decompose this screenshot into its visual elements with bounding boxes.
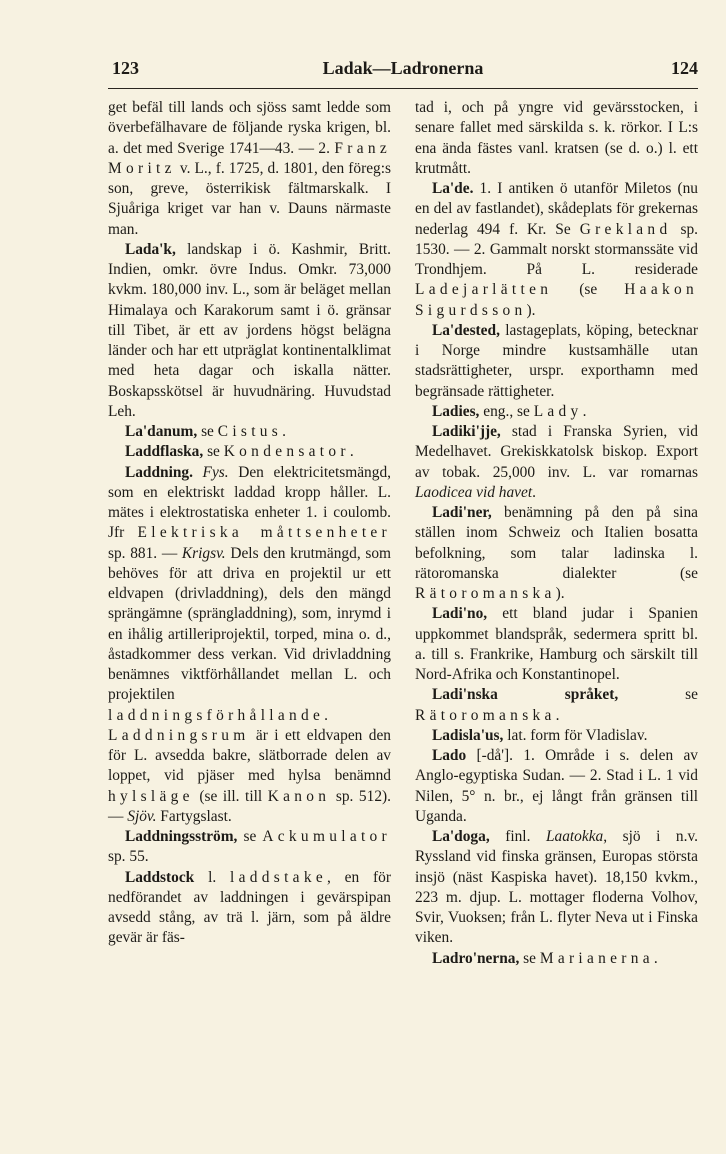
entry-ladak xyxy=(108,240,391,422)
entry-text: är i ett eldvapen den för L. avsedda bakre, slätborrade delen av loppet, vid pjäser med hylsa benämnd xyxy=(108,726,391,785)
spaced-term: laddningsförhållande xyxy=(108,706,325,724)
spaced-reference: Rätoromanska xyxy=(415,706,556,724)
spaced-reference: Elektriska måttsenheter xyxy=(137,524,391,542)
entry-text: Fartygslast. xyxy=(156,807,232,825)
entry-text: . xyxy=(653,949,658,967)
spaced-reference: Haakon Sigurdsson xyxy=(415,281,698,319)
entry-text: . xyxy=(532,483,536,501)
entry-text: se xyxy=(203,443,224,461)
entry-laddningsstrom xyxy=(108,827,391,868)
headword: Laddningsström, xyxy=(124,828,238,845)
entry-text: . xyxy=(555,706,560,724)
italic-label: Laodicea vid havet xyxy=(415,483,533,501)
italic-label: Fys. xyxy=(192,463,229,481)
headword: Ladiki'jje, xyxy=(431,423,501,440)
entry-text: sp. 55. xyxy=(108,848,149,866)
entry-laddflaska xyxy=(108,442,391,462)
entry-ladiner xyxy=(415,503,698,604)
entry-text: . xyxy=(349,443,354,461)
page-number-left: 123 xyxy=(112,58,139,78)
entry-ladies xyxy=(415,402,698,422)
headword: Lada'k, xyxy=(124,240,176,258)
spaced-reference: Rätoromanska xyxy=(415,585,556,602)
spaced-reference: Kondensator xyxy=(223,443,350,461)
entry-text: v. L., f. 1725, d. 1801, den föreg:s son, greve, österrikisk fältmarskalk. I Sjuåriga kriget var han v. Dauns närmaste man. xyxy=(108,159,391,238)
entry-lade xyxy=(415,179,698,321)
spaced-reference: Franz Moritz xyxy=(108,139,391,177)
spaced-reference: Marianerna xyxy=(539,949,654,967)
entry-text: . xyxy=(282,423,286,440)
headword: Ladro'nerna, xyxy=(431,949,520,967)
headword: Ladi'ner, xyxy=(431,504,492,521)
entry-text: tad i, och på yngre vid gevärsstocken, i senare fallet med särskilda s. k. rörkor. I L:s ena ända fästes vanl. kratsen (se d. o.) l. ett krutmått. xyxy=(415,99,698,177)
entry-continuation xyxy=(108,98,391,240)
entry-ladested xyxy=(415,321,698,402)
spaced-term: Ladejarlätten xyxy=(415,281,553,299)
entry-text: stad i Franska Syrien, vid Medelhavet. Grekiskkatolsk biskop. Export av tobak. 25,000 inv. L. var romarnas xyxy=(415,423,698,481)
headword: Laddflaska, xyxy=(124,443,204,461)
headword: Ladi'nska språket, xyxy=(431,686,619,704)
entry-text: . xyxy=(582,402,587,420)
entry-text: (se xyxy=(552,281,625,299)
entry-text: , sjö i n.v. Ryssland vid finska gränsen, Europas största insjö (näst Kaspiska havet). 18,150 kvkm., 223 m. djup. L. mottager floderna Volhov, Svir, Vuoksen; från L. flyter Neva ut i Finska viken. xyxy=(415,828,698,947)
entry-laddning xyxy=(108,463,391,828)
entry-text: se xyxy=(618,686,698,704)
italic-label: Laatokka xyxy=(545,828,604,845)
spaced-reference: Lady xyxy=(533,402,583,420)
entry-ladino xyxy=(415,604,698,685)
spaced-term: laddstake xyxy=(230,868,327,886)
entry-continuation xyxy=(415,98,698,179)
entry-text: se xyxy=(197,423,218,440)
entry-text: . xyxy=(324,706,329,724)
entry-text: lat. form för Vladislav. xyxy=(503,726,648,744)
entry-text: 1. I antiken ö utanför Miletos (nu en del av fastlandet), skådeplats för grekernas nederlag 494 f. Kr. Se xyxy=(415,180,698,238)
headword: La'doga, xyxy=(431,828,490,845)
entry-text: , en för nedförandet av laddningen i gevärspipan avsedd stång, av trä l. järn, som på äldre gevär är fäs- xyxy=(108,868,391,947)
entry-text: ). xyxy=(526,301,536,319)
page-header xyxy=(108,58,698,84)
entry-text: se xyxy=(237,828,263,845)
entry-text: benämning på den på sina ställen inom Schweiz och Italien bosatta befolkning, som talar ladinska l. rätoromanska dialekter (se xyxy=(415,504,698,582)
entry-text: sp. 881. — xyxy=(108,544,182,562)
spaced-term: hylsläge xyxy=(108,787,194,805)
entry-text: [-då']. 1. Område i s. delen av Anglo-egyptiska Sudan. — 2. Stad i L. 1 vid Nilen, 5° n. br., ej långt från gränsen till Uganda. xyxy=(415,747,698,825)
page-number-right: 124 xyxy=(671,58,698,78)
entry-text: l. xyxy=(194,868,231,886)
running-title: Ladak—Ladronerna xyxy=(322,58,484,78)
entry-text: landskap i ö. Kashmir, Britt. Indien, omkr. övre Indus. Omkr. 73,000 kvkm. 180,000 inv. L., som är beläget mellan Himalaya och Karakorum samt i ö. gränsar till Tibet, är ett av jordens högst belägna länder och har ett utpräglat kontinentalklimat med heta dagar och iskalla nätter. Boskapsskötsel är huvudnäring. Huvudstad Leh. xyxy=(108,240,391,420)
spaced-reference: Grekland xyxy=(579,220,672,238)
entry-laddstock xyxy=(108,868,391,949)
entry-text: Den elektricitetsmängd, som en elektriskt laddad kropp håller. L. mätes i elektrostatiska enheter 1. i coulomb. Jfr xyxy=(108,463,391,542)
header-rule xyxy=(108,88,698,89)
left-column xyxy=(108,98,391,949)
entry-text: sp. 1530. — 2. Gammalt norskt stormanssäte vid Trondhjem. På L. residerade xyxy=(415,220,698,278)
entry-lado xyxy=(415,746,698,827)
entry-text: lastageplats, köping, betecknar i Norge mindre kustsamhälle utan stadsrättigheter, urspr. exporthamn med begränsade rättigheter. xyxy=(415,321,698,400)
headword: La'de. xyxy=(431,180,474,197)
entry-text: ). xyxy=(555,585,565,602)
entry-ladikijje xyxy=(415,422,698,503)
headword: Ladi'no, xyxy=(431,605,488,623)
right-column xyxy=(415,98,698,969)
entry-ladislaus xyxy=(415,726,698,746)
entry-text: ett bland judar i Spanien uppkommet blandspråk, sedermera spritt bl. a. till s. Frankrike, Hamburg och särskilt till Nord-Afrika och Konstantinopel. xyxy=(415,605,698,683)
entry-ladinska-spraket xyxy=(415,685,698,726)
headword: La'danum, xyxy=(124,423,198,440)
entry-text: eng., se xyxy=(479,402,534,420)
headword: Lado xyxy=(431,747,467,764)
italic-label: Sjöv. xyxy=(127,807,157,825)
entry-text: se xyxy=(519,949,540,967)
entry-ladanum xyxy=(108,422,391,442)
entry-text: get befäl till lands och sjöss samt ledde som överbefälhavare de följande ryska krigen, bl. a. det med Sverige 1741—43. — 2. xyxy=(108,99,391,157)
entry-text: (se ill. till xyxy=(193,787,268,805)
spaced-term: Laddningsrum xyxy=(108,726,250,744)
entry-text: finl. xyxy=(489,828,546,845)
headword: Ladisla'us, xyxy=(431,726,504,744)
entry-text: Dels den krutmängd, som behöves för att driva en projektil ur ett eldvapen (drivladdning), dels den mängd sprängämne (sprängladdning), som, inrymd i en ihålig artilleriprojektil, torped, mina o. d., åstadkommer dess verkan. Vid drivladdning benämnes viktförhållandet mellan L. och projektilen xyxy=(108,544,392,704)
headword: Laddstock xyxy=(124,868,195,886)
italic-label: Krigsv. xyxy=(181,544,226,562)
entry-ladronerna xyxy=(415,949,698,969)
spaced-reference: Ackumulator xyxy=(262,828,391,845)
entry-ladoga xyxy=(415,827,698,949)
headword: Ladies, xyxy=(431,402,480,420)
spaced-reference: Kanon xyxy=(267,787,331,805)
headword: Laddning. xyxy=(124,463,193,481)
spaced-reference: Cistus xyxy=(217,423,283,440)
entry-text: sp. 512). — xyxy=(108,787,391,825)
headword: La'dested, xyxy=(431,321,500,339)
